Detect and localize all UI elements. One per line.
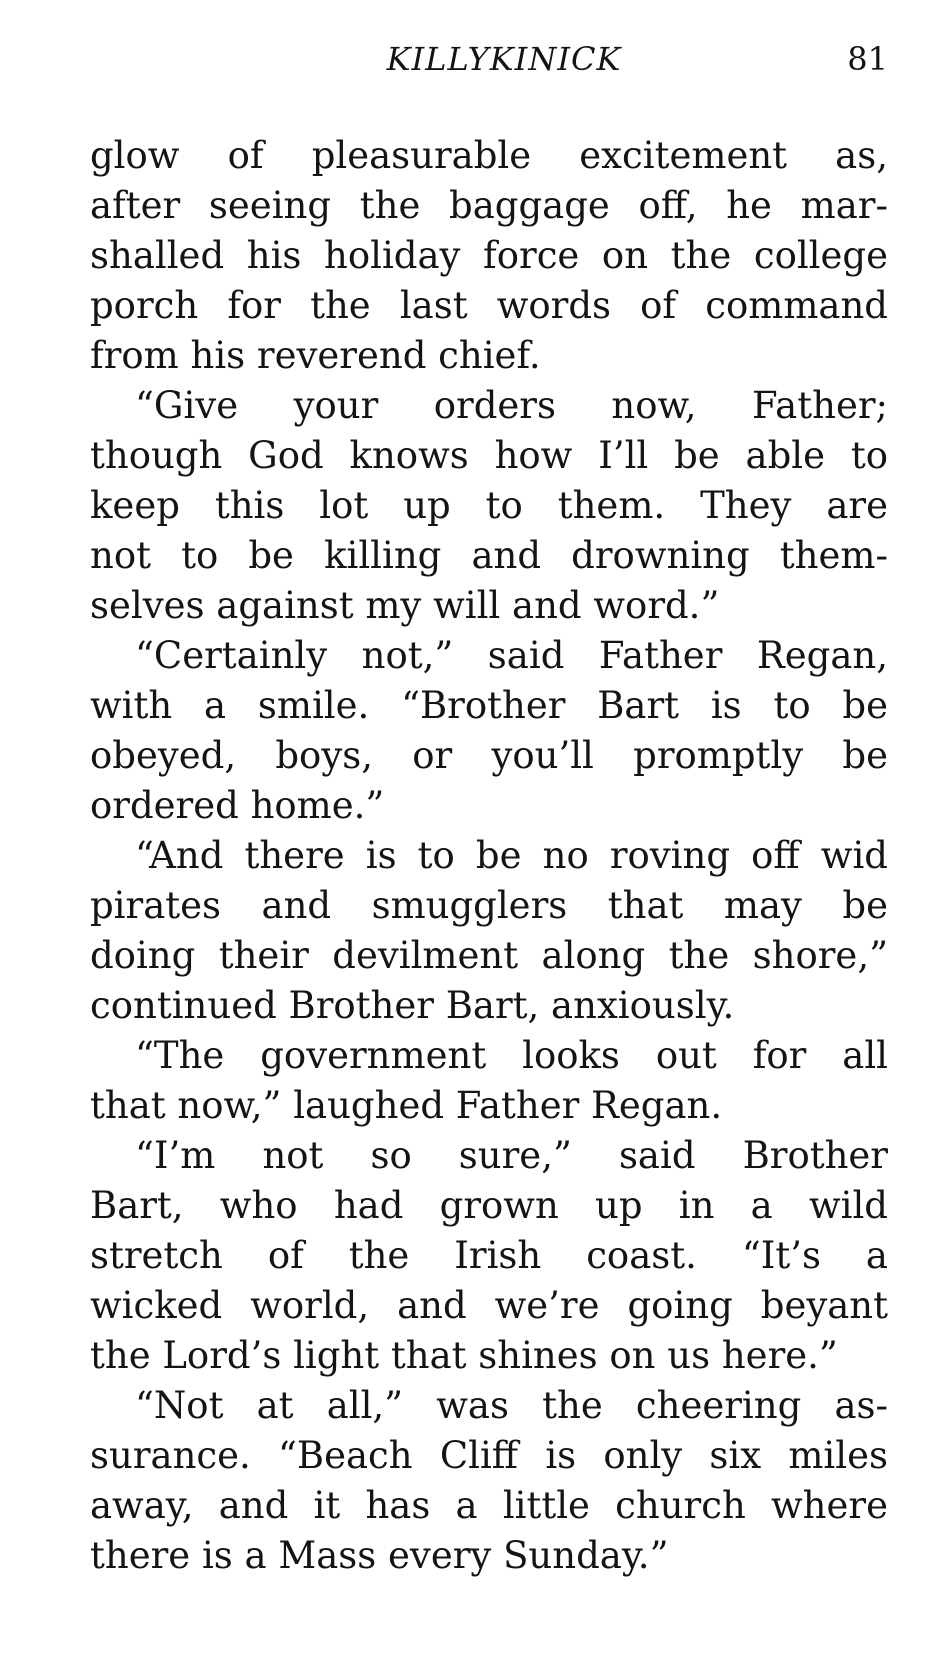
- paragraph: [90, 381, 888, 631]
- text-line: wicked world, and we’re going beyant: [90, 1284, 888, 1327]
- text-line: there is a Mass every Sunday.”: [90, 1534, 669, 1577]
- paragraph: [90, 131, 888, 381]
- paragraph: [90, 831, 888, 1031]
- text-line: “And there is to be no roving off wid: [135, 834, 888, 877]
- paragraph: [90, 1131, 888, 1381]
- page-number: 81: [847, 40, 888, 78]
- text-line: “Give your orders now, Father;: [135, 384, 888, 427]
- text-line: after seeing the baggage off, he mar-: [90, 184, 888, 227]
- text-line: “I’m not so sure,” said Brother: [135, 1134, 888, 1177]
- text-line: Bart, who had grown up in a wild: [90, 1184, 888, 1227]
- text-line: ordered home.”: [90, 784, 385, 827]
- text-line: continued Brother Bart, anxiously.: [90, 984, 735, 1027]
- text-line: “Not at all,” was the cheering as-: [135, 1384, 888, 1427]
- text-line: “The government looks out for all: [135, 1034, 888, 1077]
- text-line: selves against my will and word.”: [90, 584, 720, 627]
- text-line: from his reverend chief.: [90, 334, 541, 377]
- text-line: pirates and smugglers that may be: [90, 884, 888, 927]
- text-body: [90, 131, 888, 1581]
- text-line: glow of pleasurable excitement as,: [90, 134, 888, 177]
- text-line: that now,” laughed Father Regan.: [90, 1084, 723, 1127]
- text-line: the Lord’s light that shines on us here.”: [90, 1334, 838, 1377]
- running-title: KILLYKINICK: [386, 40, 622, 78]
- paragraph: [90, 1031, 888, 1131]
- text-line: obeyed, boys, or you’ll promptly be: [90, 734, 888, 777]
- text-line: away, and it has a little church where: [90, 1484, 888, 1527]
- text-line: though God knows how I’ll be able to: [90, 434, 888, 477]
- text-line: not to be killing and drowning them-: [90, 534, 888, 577]
- paragraph: [90, 631, 888, 831]
- paragraph: [90, 1381, 888, 1581]
- text-line: stretch of the Irish coast. “It’s a: [90, 1234, 888, 1277]
- text-line: “Certainly not,” said Father Regan,: [135, 634, 888, 677]
- text-line: shalled his holiday force on the college: [90, 234, 888, 277]
- text-line: keep this lot up to them. They are: [90, 484, 888, 527]
- text-line: doing their devilment along the shore,”: [90, 934, 888, 977]
- text-line: surance. “Beach Cliff is only six miles: [90, 1434, 888, 1477]
- text-line: porch for the last words of command: [90, 284, 888, 327]
- page-header: [90, 40, 888, 90]
- text-line: with a smile. “Brother Bart is to be: [90, 684, 888, 727]
